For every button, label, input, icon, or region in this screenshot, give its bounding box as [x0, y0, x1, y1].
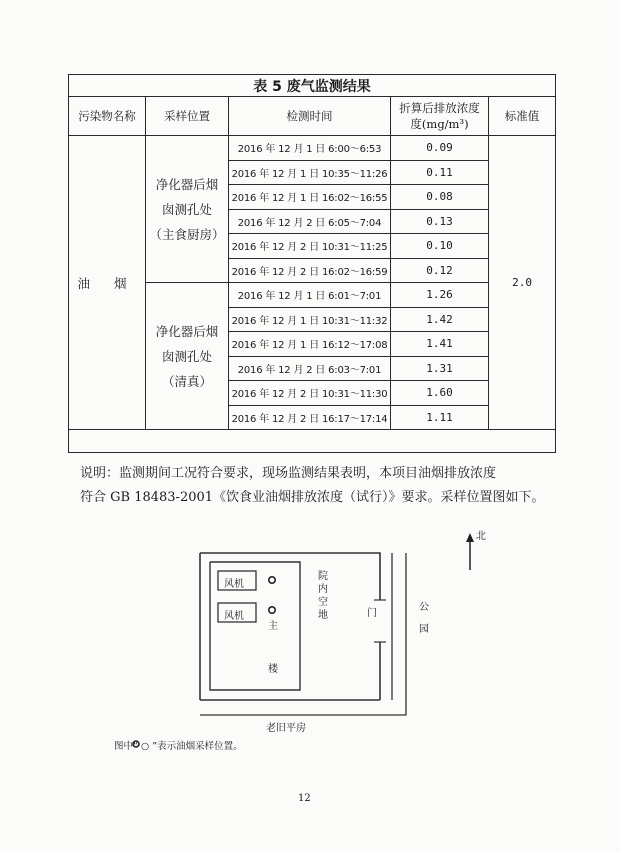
north-arrow-head: [466, 533, 474, 542]
note-line-2: 符合 GB 18483-2001《饮食业油烟排放浓度（试行）》要求。采样位置图如下。: [80, 490, 545, 505]
time-cell: 2016 年 12 月 1 日 10:31～11:32: [229, 307, 391, 332]
time-cell: 2016 年 12 月 2 日 6:05～7:04: [229, 209, 391, 234]
map-legend: 图中“ ○ ”表示油烟采样位置。: [114, 741, 243, 752]
location-line: 净化器后烟: [155, 323, 219, 339]
value-cell: 0.13: [391, 209, 489, 234]
time-cell: 2016 年 12 月 1 日 6:01～7:01: [229, 283, 391, 308]
location-line: 囱测孔处: [161, 348, 212, 364]
value-cell: 1.42: [391, 307, 489, 332]
map-park-2: 园: [419, 624, 429, 635]
standard-cell: 2.0: [489, 136, 556, 430]
value-cell: 0.11: [391, 160, 489, 185]
map-courtyard-4: 地: [318, 610, 328, 621]
page-number: 12: [298, 793, 311, 804]
map-gate-label: 门: [367, 608, 377, 619]
time-cell: 2016 年 12 月 2 日 6:03～7:01: [229, 356, 391, 381]
value-cell: 0.10: [391, 234, 489, 259]
header-pollutant: 污染物名称: [69, 97, 146, 136]
time-cell: 2016 年 12 月 1 日 10:35～11:26: [229, 160, 391, 185]
map-courtyard-1: 院: [318, 571, 328, 582]
map-main-building-1: 主: [268, 621, 278, 632]
location-line: （清真）: [161, 373, 212, 389]
map-fan-1: 风机: [224, 579, 244, 590]
map-park-1: 公: [419, 602, 429, 613]
note-line-1: 说明：监测期间工况符合要求，现场监测结果表明，本项目油烟排放浓度: [80, 466, 497, 481]
time-cell: 2016 年 12 月 2 日 16:02～16:59: [229, 258, 391, 283]
sampling-point-icon: [269, 577, 275, 583]
value-cell: 1.41: [391, 332, 489, 357]
map-north-label: 北: [476, 531, 486, 542]
value-cell: 0.12: [391, 258, 489, 283]
value-cell: 0.09: [391, 136, 489, 161]
location-line: 囱测孔处: [161, 201, 212, 217]
map-fan-2: 风机: [224, 611, 244, 622]
value-cell: 1.31: [391, 356, 489, 381]
value-cell: 1.11: [391, 405, 489, 430]
map-courtyard-2: 内: [318, 584, 328, 595]
time-cell: 2016 年 12 月 1 日 6:00～6:53: [229, 136, 391, 161]
header-location: 采样位置: [146, 97, 229, 136]
header-time: 检测时间: [229, 97, 391, 136]
time-cell: 2016 年 12 月 2 日 10:31～11:25: [229, 234, 391, 259]
value-cell: 1.26: [391, 283, 489, 308]
location-line: （主食厨房）: [149, 226, 225, 242]
time-cell: 2016 年 12 月 1 日 16:02～16:55: [229, 185, 391, 210]
time-cell: 2016 年 12 月 2 日 16:17～17:14: [229, 405, 391, 430]
header-concentration-line1: 折算后排放浓度: [399, 101, 480, 115]
location-line: 净化器后烟: [155, 176, 219, 192]
table-caption: 表 5 废气监测结果: [69, 75, 556, 97]
map-old-houses-label: 老旧平房: [266, 723, 306, 734]
header-standard: 标准值: [489, 97, 556, 136]
map-courtyard-3: 空: [318, 597, 328, 608]
value-cell: 1.60: [391, 381, 489, 406]
sampling-point-icon: [269, 607, 275, 613]
time-cell: 2016 年 12 月 2 日 10:31～11:30: [229, 381, 391, 406]
value-cell: 0.08: [391, 185, 489, 210]
time-cell: 2016 年 12 月 1 日 16:12～17:08: [229, 332, 391, 357]
pollutant-cell: 油 烟: [69, 136, 146, 430]
map-main-building-2: 楼: [268, 664, 278, 675]
header-concentration-line2: 度(mg/m³): [410, 117, 469, 131]
